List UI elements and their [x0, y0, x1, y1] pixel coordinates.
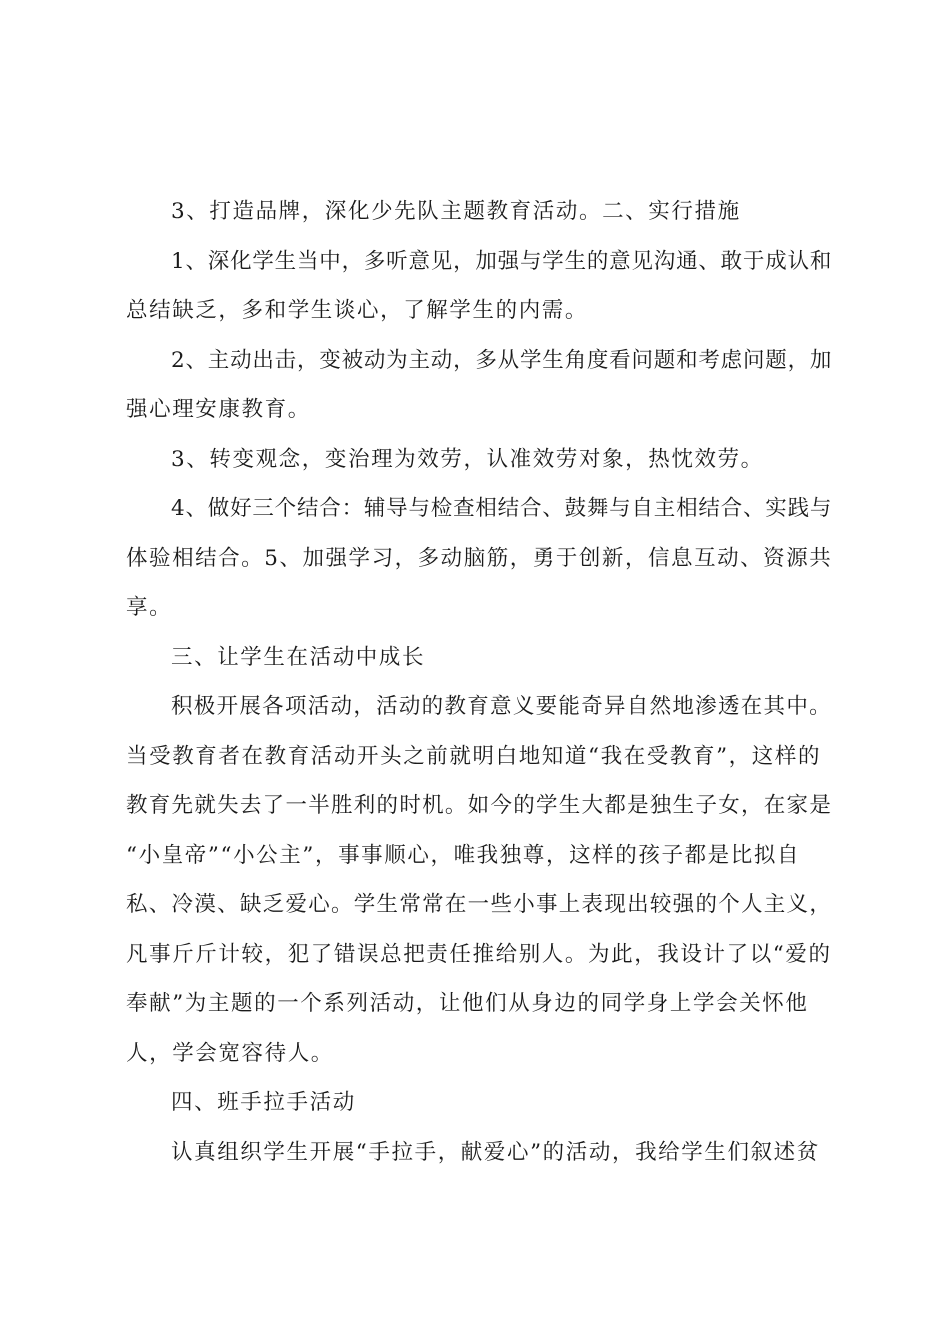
text-line: 三、让学生在活动中成长: [171, 644, 426, 670]
paragraph-7: [126, 1128, 832, 1178]
text-line: 3、打造品牌，深化少先队主题教育活动。二、实行措施: [171, 199, 741, 224]
text-line: 当受教育者在教育活动开头之前就明白地知道“我在受教育”，这样的: [126, 743, 822, 769]
paragraph-1: [126, 187, 832, 237]
paragraph-3: [126, 336, 832, 435]
text-line: 教育先就失去了一半胜利的时机。如今的学生大都是独生子女，在家是: [126, 793, 833, 818]
text-line: 4、做好三个结合：辅导与检查相结合、鼓舞与自主相结合、实践与: [171, 496, 833, 521]
text-line: 奉献”为主题的一个系列活动，让他们从身边的同学身上学会关怀他: [126, 991, 809, 1016]
text-line: 认真组织学生开展“手拉手，献爱心”的活动，我给学生们叙述贫: [171, 1139, 820, 1165]
text-line: “小皇帝”“小公主”，事事顺心，唯我独尊，这样的孩子都是比拟自: [126, 842, 801, 868]
paragraph-5: [126, 484, 832, 633]
text-line: 凡事斤斤计较，犯了错误总把责任推给别人。为此，我设计了以“爱的: [126, 941, 832, 967]
section-heading-4: [126, 1078, 832, 1128]
text-line: 体验相结合。5、加强学习，多动脑筋，勇于创新，信息互动、资源共: [126, 545, 833, 571]
text-line: 总结缺乏，多和学生谈心，了解学生的内需。: [126, 298, 589, 323]
document-body: [126, 187, 832, 1177]
text-line: 积极开展各项活动，活动的教育意义要能奇异自然地渗透在其中。: [171, 694, 832, 719]
section-heading-3: [126, 633, 832, 683]
paragraph-6: [126, 682, 832, 1078]
text-line: 四、班手拉手活动: [171, 1090, 356, 1115]
paragraph-2: [126, 237, 832, 336]
text-line: 私、冷漠、缺乏爱心。学生常常在一些小事上表现出较强的个人主义，: [126, 892, 833, 917]
text-line: 3、转变观念，变治理为效劳，认准效劳对象，热忱效劳。: [171, 446, 764, 472]
text-line: 享。: [126, 595, 173, 620]
text-line: 2、主动出击，变被动为主动，多从学生角度看问题和考虑问题，加: [171, 347, 833, 373]
text-line: 1、深化学生当中，多听意见，加强与学生的意见沟通、敢于成认和: [171, 248, 833, 274]
text-line: 强心理安康教育。: [126, 397, 311, 422]
paragraph-4: [126, 435, 832, 485]
text-line: 人，学会宽容待人。: [126, 1040, 334, 1066]
